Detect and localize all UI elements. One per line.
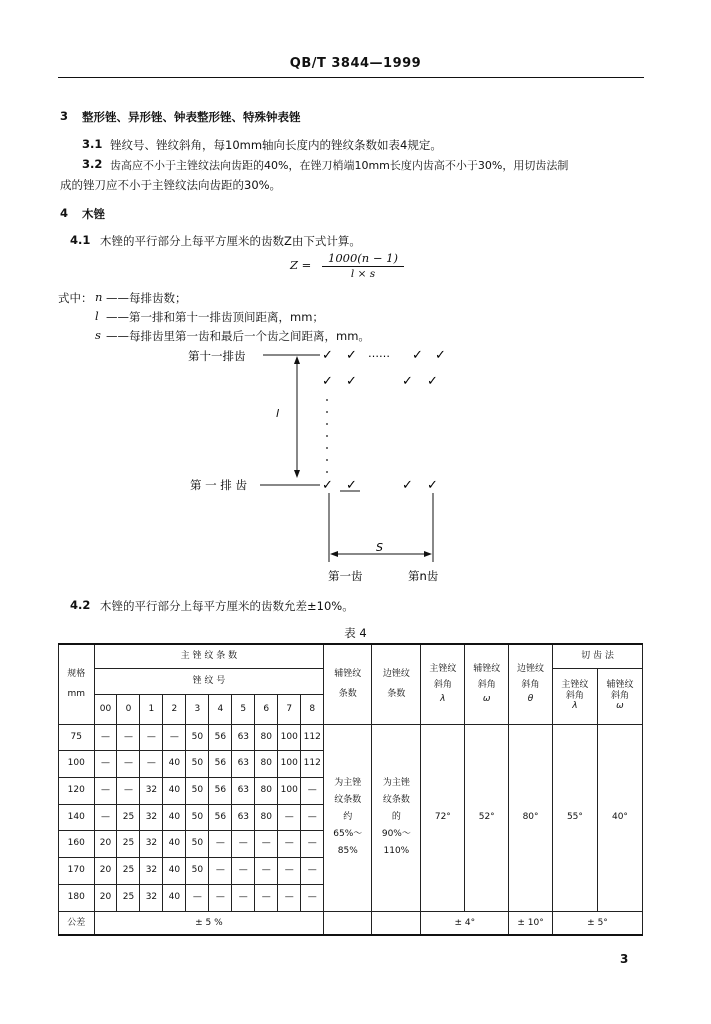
th-aux-angle-l1: 辅锉纹 [473,663,501,674]
edge-count-l4: 90%～ [381,829,411,840]
clause-4-1-text: 木锉的平行部分上每平方厘米的齿数Z由下式计算。 [100,234,361,248]
cell-edge-angle: 80° [509,724,553,911]
cell: 32 [140,857,163,884]
th-edge-angle-l1: 边锉纹 [517,663,545,674]
table-row [59,724,643,750]
edge-count-l5: 110% [383,846,410,857]
th-file-no-0: 0 [117,694,140,724]
cell: 100 [278,750,301,777]
cell-tol-label: 公差 [59,911,95,935]
cell: 56 [209,750,232,777]
edge-count-l3: 的 [391,811,401,822]
cell: — [301,804,324,830]
th-file-no-4: 4 [209,694,232,724]
cell: — [232,830,255,857]
cell: — [209,830,232,857]
section-3-number: 3 [60,109,69,123]
cell: 63 [232,804,255,830]
dimension-l-arrow-top [294,356,300,364]
formula-numerator: 1000(n − 1) [328,251,398,265]
cell: 40 [163,777,186,804]
aux-count-l5: 85% [337,846,358,857]
th-file-no-2: 2 [163,694,186,724]
th-file-no: 锉 纹 号 [94,668,324,694]
cell: 56 [209,777,232,804]
cell: — [255,857,278,884]
tick-r11-4: ✓ [435,348,446,363]
th-file-no-00: 00 [94,694,117,724]
cell: 80 [255,750,278,777]
tick-r1-1: ✓ [322,478,333,493]
aux-count-l1: 为主锉 [334,777,362,788]
tooth-layout-diagram [180,340,480,585]
th-aux-angle-sym: ω [482,694,491,705]
th-spec [59,644,95,724]
th-cut-main-l1: 主锉纹 [561,680,589,691]
cell-tol-edge: ± 10° [509,911,553,935]
th-file-no-8: 8 [301,694,324,724]
cell-spec: 120 [59,777,95,804]
cell: 25 [117,857,140,884]
clause-3-2-number: 3.2 [82,157,103,171]
th-aux-count [324,644,372,724]
clause-4-1-number: 4.1 [70,233,91,247]
cell: — [209,857,232,884]
cell: — [94,750,117,777]
clause-3-2-text-line2: 成的锉刀应不小于主锉纹法向齿距的30%。 [60,178,282,192]
tick-r11-2: ✓ [346,348,357,363]
standard-code-header: QB/T 3844—1999 [289,56,422,71]
th-file-no-3: 3 [186,694,209,724]
cell: 25 [117,804,140,830]
tick-r11-1: ✓ [322,348,333,363]
cell: 50 [186,750,209,777]
clause-3-2-text-line1: 齿高应不小于主锉纹法向齿距的40%，在锉刀梢端10mm长度内齿高不小于30%，用切齿法制 [110,159,569,172]
label-nth-tooth: 第n齿 [408,569,439,583]
cell: 63 [232,777,255,804]
th-main-angle-l2: 斜角 [433,680,452,691]
dimension-s-arrow-right [424,551,432,557]
cell-edge-count [372,724,421,911]
cell: 20 [94,857,117,884]
th-cut-aux-l1: 辅锉纹 [606,680,634,691]
where-s-symbol: s [95,328,101,342]
cell: 32 [140,830,163,857]
tolerance-row [59,911,643,935]
th-aux-angle [465,644,509,724]
cell: 50 [186,724,209,750]
cell: — [301,830,324,857]
where-n-text: ——每排齿数； [106,291,187,305]
cell-spec: 140 [59,804,95,830]
cell: 25 [117,884,140,911]
cell-tol-aux-count [324,911,372,935]
tick-r1-4: ✓ [427,478,438,493]
dimension-l-arrow-bottom [294,470,300,478]
cell: 50 [186,830,209,857]
cell: 32 [140,777,163,804]
th-main-angle-l1: 主锉纹 [429,663,457,674]
tick-r1-2: ✓ [346,478,357,493]
cell: 32 [140,804,163,830]
edge-count-l1: 为主锉 [382,777,410,788]
cell: 56 [209,804,232,830]
clause-3-1-text: 锉纹号、锉纹斜角，每10mm轴向长度内的锉纹条数如表4规定。 [110,138,442,152]
tick-r10-2: ✓ [346,374,357,389]
edge-count-l2: 纹条数 [382,794,410,805]
cell: — [278,857,301,884]
page-number: 3 [620,952,629,966]
cell: — [163,724,186,750]
label-row-1: 第 一 排 齿 [190,478,247,492]
cell-spec: 170 [59,857,95,884]
dotted-column [326,399,328,473]
where-n-symbol: n [95,290,103,304]
cell-spec: 100 [59,750,95,777]
label-first-tooth: 第一齿 [328,569,363,583]
cell: — [301,884,324,911]
cell-spec: 180 [59,884,95,911]
cell: — [209,884,232,911]
cell: 20 [94,884,117,911]
cell: 100 [278,724,301,750]
clause-4-2-text: 木锉的平行部分上每平方厘米的齿数允差±10%。 [100,599,354,613]
aux-count-l2: 纹条数 [334,794,362,805]
section-4-heading: 木锉 [82,207,105,221]
where-l-symbol: l [95,309,99,323]
cell-tol-cut: ± 5° [552,911,642,935]
th-edge-angle-l2: 斜角 [521,680,540,691]
cell: 80 [255,777,278,804]
th-edge-count-l1: 边锉纹 [382,668,410,679]
th-main-angle [421,644,465,724]
cell-cut-main: 55° [552,724,597,911]
cell: — [186,884,209,911]
tick-r1-3: ✓ [402,478,413,493]
where-l-text: ——第一排和第十一排齿顶间距离，mm； [106,310,324,324]
cell: 40 [163,804,186,830]
cell-spec: 75 [59,724,95,750]
section-4-number: 4 [60,206,69,220]
th-file-no-5: 5 [232,694,255,724]
cell: — [232,857,255,884]
cell: — [232,884,255,911]
cell: — [140,750,163,777]
cell: 50 [186,804,209,830]
formula-fraction-bar [322,266,404,267]
th-cut-method: 切 齿 法 [552,644,642,668]
th-cut-aux [597,668,642,724]
cell: 40 [163,750,186,777]
clause-4-2-number: 4.2 [70,598,91,612]
th-file-no-1: 1 [140,694,163,724]
dimension-s-label: S [376,541,383,554]
cell: — [117,724,140,750]
th-edge-count-l2: 条数 [387,689,406,700]
clause-3-1-number: 3.1 [82,137,103,151]
tick-r10-4: ✓ [427,374,438,389]
cell: 25 [117,830,140,857]
aux-count-l4: 65%～ [333,829,363,840]
cell: — [117,750,140,777]
cell-cut-aux: 40° [597,724,642,911]
cell: 63 [232,750,255,777]
cell: — [278,830,301,857]
formula-denominator: l × s [350,268,376,280]
th-edge-angle [509,644,553,724]
cell-main-angle: 72° [421,724,465,911]
th-cut-main [552,668,597,724]
tick-r10-1: ✓ [322,374,333,389]
cell-tol-angle: ± 4° [421,911,509,935]
th-cut-main-l2: 斜角 [565,690,584,701]
th-main-angle-sym: λ [440,694,446,705]
cell: 112 [301,724,324,750]
th-aux-count-l1: 辅锉纹 [334,668,362,679]
cell-aux-angle: 52° [465,724,509,911]
cell: — [255,830,278,857]
cell: — [94,804,117,830]
th-main-count: 主 锉 纹 条 数 [94,644,324,668]
cell-tol-edge-count [372,911,421,935]
where-prefix: 式中： [58,291,93,305]
cell: 100 [278,777,301,804]
cell: 40 [163,830,186,857]
dimension-s-arrow-left [330,551,338,557]
cell-spec: 160 [59,830,95,857]
cell: — [117,777,140,804]
cell: 80 [255,804,278,830]
cell: 40 [163,857,186,884]
section-3-heading: 整形锉、异形锉、钟表整形锉、特殊钟表锉 [82,110,301,124]
aux-count-l3: 约 [343,811,353,822]
file-spec-table [58,643,643,936]
cell: 80 [255,724,278,750]
table-caption: 表 4 [344,626,367,640]
th-edge-count [372,644,421,724]
label-row-11: 第十一排齿 [188,349,246,363]
cell: 32 [140,884,163,911]
cell: — [301,857,324,884]
th-spec-unit: mm [67,689,86,700]
th-aux-count-l2: 条数 [338,689,357,700]
cell: — [94,777,117,804]
th-file-no-6: 6 [255,694,278,724]
th-cut-aux-sym: ω [616,701,624,712]
th-cut-aux-l2: 斜角 [610,690,629,701]
dimension-l-label: l [276,407,280,420]
cell-aux-count [324,724,372,911]
cell: 50 [186,777,209,804]
where-s-text: ——每排齿里第一齿和最后一个齿之间距离，mm。 [106,329,370,343]
tick-r10-3: ✓ [402,374,413,389]
cell: 20 [94,830,117,857]
th-aux-angle-l2: 斜角 [477,680,496,691]
cell: — [255,884,278,911]
cell: 50 [186,857,209,884]
th-spec-label: 规格 [67,668,86,679]
tick-r11-3: ✓ [412,348,423,363]
cell: — [140,724,163,750]
th-edge-angle-sym: θ [527,694,534,705]
cell: 40 [163,884,186,911]
cell: 112 [301,750,324,777]
cell: — [94,724,117,750]
formula-lhs: Z = [290,258,312,272]
cell-tol-main: ± 5 % [94,911,324,935]
th-cut-main-sym: λ [572,701,578,712]
header-rule [58,77,644,78]
cell: — [301,777,324,804]
cell: 56 [209,724,232,750]
th-file-no-7: 7 [278,694,301,724]
cell: 63 [232,724,255,750]
cell: — [278,884,301,911]
cell: — [278,804,301,830]
tick-dots: …… [368,347,390,360]
